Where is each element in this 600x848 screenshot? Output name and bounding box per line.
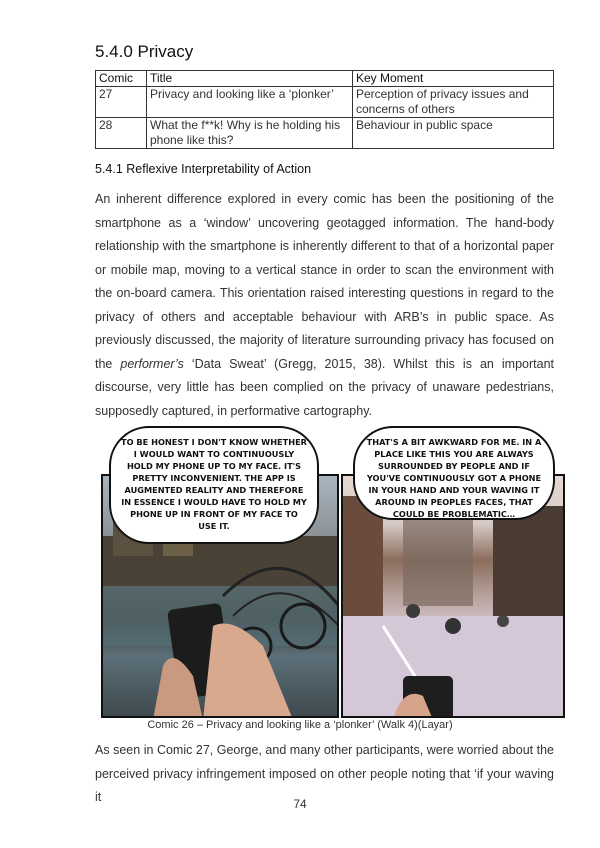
- figure-caption: Comic 26 – Privacy and looking like a ‘plonker’ (Walk 4)(Layar): [147, 719, 453, 731]
- comic-figure: [101, 424, 565, 718]
- table-cell: 27: [96, 87, 147, 118]
- speech-bubble-left: TO BE HONEST I DON'T KNOW WHETHER I WOULD WANT TO CONTINUOUSLY HOLD MY PHONE UP TO MY FACE. IT'S PRETTY INCONVENIENT. THE APP IS AUGMENTED REALITY AND THEREFORE IN ESSENCE I WOULD HAVE TO HOLD MY PHONE UP IN FRONT OF MY FACE TO USE IT.: [109, 426, 319, 544]
- table-cell: Privacy and looking like a ‘plonker’: [147, 87, 353, 118]
- table-header-cell: Comic: [96, 71, 147, 87]
- paragraph-text: ‘Data Sweat’ (Gregg, 2015, 38). Whilst this is an important discourse, very little has been complied on the privacy of unaware pedestrians, supposedly captured, in performative cartography.: [95, 356, 554, 418]
- comic-key-moments-table: [95, 70, 554, 149]
- table-header-cell: Key Moment: [353, 71, 554, 87]
- body-paragraph: As seen in Comic 27, George, and many other participants, were worried about the perceived privacy infringement imposed on other people noting that ‘if your waving it: [95, 743, 554, 804]
- table-cell: Behaviour in public space: [353, 118, 554, 149]
- table-cell: Perception of privacy issues and concerns of others: [353, 87, 554, 118]
- subsection-title: 5.4.1 Reflexive Interpretability of Action: [95, 162, 312, 176]
- emphasized-text: performer’s: [120, 356, 184, 371]
- table-header-row: [96, 71, 554, 87]
- paragraph-text: An inherent difference explored in every comic has been the positioning of the smartphone as a ‘window’ uncovering geotagged information. The hand-body relationship with the smartphone is inherently different to that of a horizontal paper or mobile map, moving to a vertical stance in order to scan the environment with the on-board camera. This orientation raised interesting questions in regard to the privacy of others and acceptable behaviour with ARB’s in public space. As previously discussed, the majority of literature surrounding privacy has focused on the: [95, 192, 554, 371]
- table-row: [96, 87, 554, 118]
- table-cell: What the f**k! Why is he holding his phone like this?: [147, 118, 353, 149]
- table-cell: 28: [96, 118, 147, 149]
- table-row: [96, 118, 554, 149]
- body-paragraph: [95, 188, 554, 423]
- speech-bubble-right: THAT'S A BIT AWKWARD FOR ME. IN A PLACE LIKE THIS YOU ARE ALWAYS SURROUNDED BY PEOPLE AND IF YOU'VE CONTINUOUSLY GOT A PHONE IN YOUR HAND AND YOUR WAVING IT AROUND IN PEOPLES FACES, THAT COULD BE PROBLEMATIC…: [353, 426, 555, 520]
- section-title: 5.4.0 Privacy: [95, 42, 194, 61]
- table-header-cell: Title: [147, 71, 353, 87]
- page-number: 74: [293, 797, 307, 811]
